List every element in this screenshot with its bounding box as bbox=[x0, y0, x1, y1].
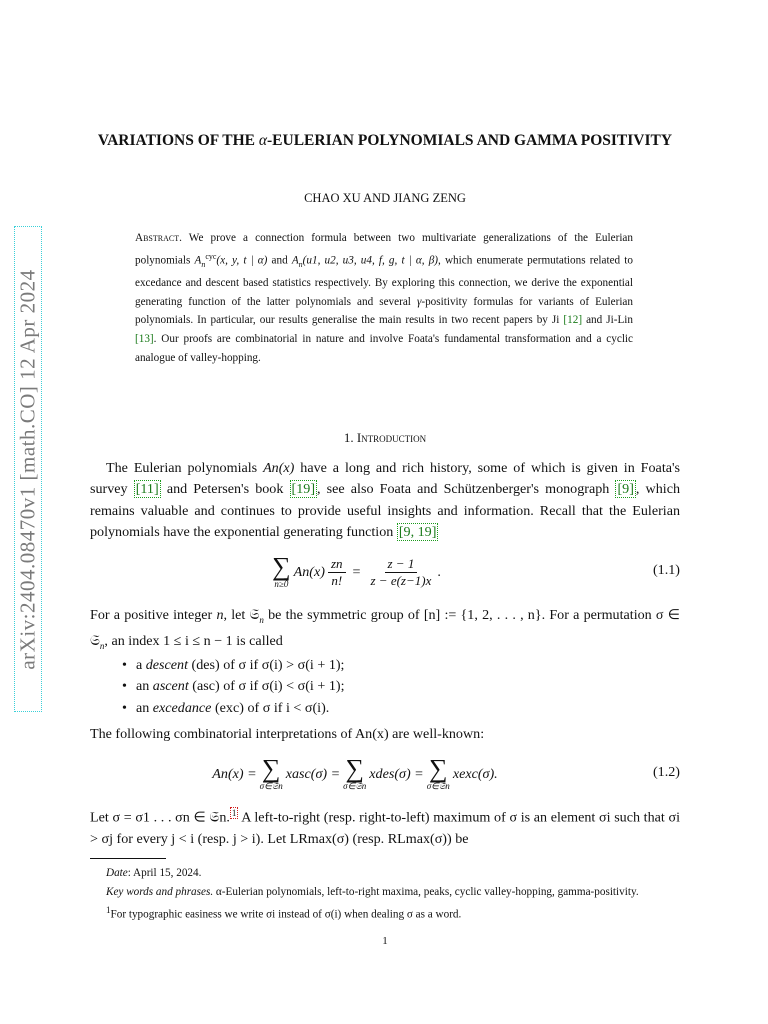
fraction: $\frac{zn}{n!}$ bbox=[328, 556, 346, 589]
footnote-link-1[interactable]: 1 bbox=[231, 808, 237, 818]
footnotes-block bbox=[90, 864, 680, 925]
list-item: • an ascent (asc) of σ if σ(i) < σ(i + 1); bbox=[122, 676, 662, 697]
intro-paragraph-1: The Eulerian polynomials An(x) have a long and rich history, some of which is given in Foata's survey [11] and Petersen's book [19] , see also Foata and Schützenberger's monograph [9] , which remains valuable and continues to provide useful insights and information. Recall that the Eulerian polynomials have the exponential generating function [9, 19] bbox=[90, 460, 681, 541]
arxiv-identifier-text: arXiv:2404.08470v1 [math.CO] 12 Apr 2024 bbox=[15, 268, 40, 670]
abstract-label: Abstract. bbox=[135, 232, 182, 244]
sum-operator: ∑ n≥0 bbox=[272, 552, 291, 589]
equation-1-2 bbox=[90, 752, 680, 796]
citation-link-9-19[interactable]: [9, 19] bbox=[398, 524, 437, 541]
footnote-1: $^1$For typographic easiness we write σi instead of σ(i) when dealing σ as a word. bbox=[106, 905, 462, 921]
paper-authors: CHAO XU AND JIANG ZENG bbox=[304, 191, 466, 205]
fraction: $\frac{z - 1}{z - e(z-1)x}$ bbox=[370, 555, 432, 588]
citation-link-19[interactable]: [19] bbox=[291, 481, 316, 498]
footnote-date: Date: April 15, 2024. bbox=[106, 867, 202, 879]
equation-1-1 bbox=[90, 550, 680, 594]
intro-paragraph-4: Let σ = σ1 . . . σn ∈ 𝔖n. $^1$ A left-to-right (resp. right-to-left) maximum of σ is an element σi such that σi > σj for every j < i (resp. j > i). Let LRmax(σ) (resp. RLmax(σ)) be bbox=[90, 808, 680, 848]
abstract-block: Abstract. We prove a connection formula between two multivariate generalizations of the Eulerian polynomials $A_n^{cyc}(x$, y, t | α) and $A_n(u1$, u2, u3, u4, f, g, t | α, β), which enumerate permutations related to excedance and descent based statistics respectively. By exploring this connection, we derive the exponential generating function of the latter polynomials and several γ-positivity formulas for variants of Eulerian polynomials. In particular, our results generalise the main results in two recent papers by Ji [12] and Ji-Lin [13]. Our proofs are combinatorial in nature and involve Foata's fundamental transformation and a cyclic analogue of valley-hopping. bbox=[135, 232, 633, 364]
citation-link-ji[interactable]: [12] bbox=[563, 314, 583, 327]
arxiv-identifier-link[interactable] bbox=[14, 226, 42, 712]
sum-operator: ∑ σ∈𝔖n bbox=[259, 754, 283, 791]
equation-1-2-body: An(x) = ∑ σ∈𝔖n xasc(σ) = ∑ σ∈𝔖n xdes(σ) = ∑ σ∈𝔖n xexc(σ). bbox=[212, 754, 498, 791]
citation-link-11[interactable]: [11] bbox=[135, 481, 159, 498]
intro-paragraph-2: For a positive integer n, let 𝔖$_n$ be the symmetric group of [n] := {1, 2, . . . , n}. For a permutation σ ∈ 𝔖$_n$, an index 1 ≤ i ≤ n − 1 is called bbox=[90, 607, 680, 652]
sum-operator: ∑ σ∈𝔖n bbox=[426, 754, 450, 791]
citation-link-9[interactable]: [9] bbox=[617, 481, 634, 498]
page-number: 1 bbox=[382, 935, 388, 947]
list-item: • an excedance (exc) of σ if i < σ(i). bbox=[122, 698, 662, 719]
definition-list bbox=[122, 655, 662, 719]
equation-1-1-body: ∑ n≥0 An(x) $\frac{zn}{n!}$ = $\frac{z - 1}{z - e(z-1)x}$ . bbox=[272, 552, 441, 589]
equation-number: (1.1) bbox=[652, 562, 680, 578]
footnote-keywords: Key words and phrases. α-Eulerian polynomials, left-to-right maxima, peaks, cyclic valley-hopping, gamma-positivity. bbox=[106, 885, 639, 898]
footnote-divider bbox=[90, 858, 166, 859]
citation-link-ji-lin[interactable]: [13] bbox=[135, 332, 154, 345]
intro-paragraph-3: The following combinatorial interpretations of An(x) are well-known: bbox=[90, 726, 485, 742]
equation-number: (1.2) bbox=[652, 764, 680, 780]
section-heading-introduction: 1. Introduction bbox=[343, 430, 427, 445]
paper-title: VARIATIONS OF THE α-EULERIAN POLYNOMIALS AND GAMMA POSITIVITY bbox=[97, 132, 673, 149]
sum-operator: ∑ σ∈𝔖n bbox=[343, 754, 367, 791]
list-item: • a descent (des) of σ if σ(i) > σ(i + 1); bbox=[122, 655, 662, 676]
